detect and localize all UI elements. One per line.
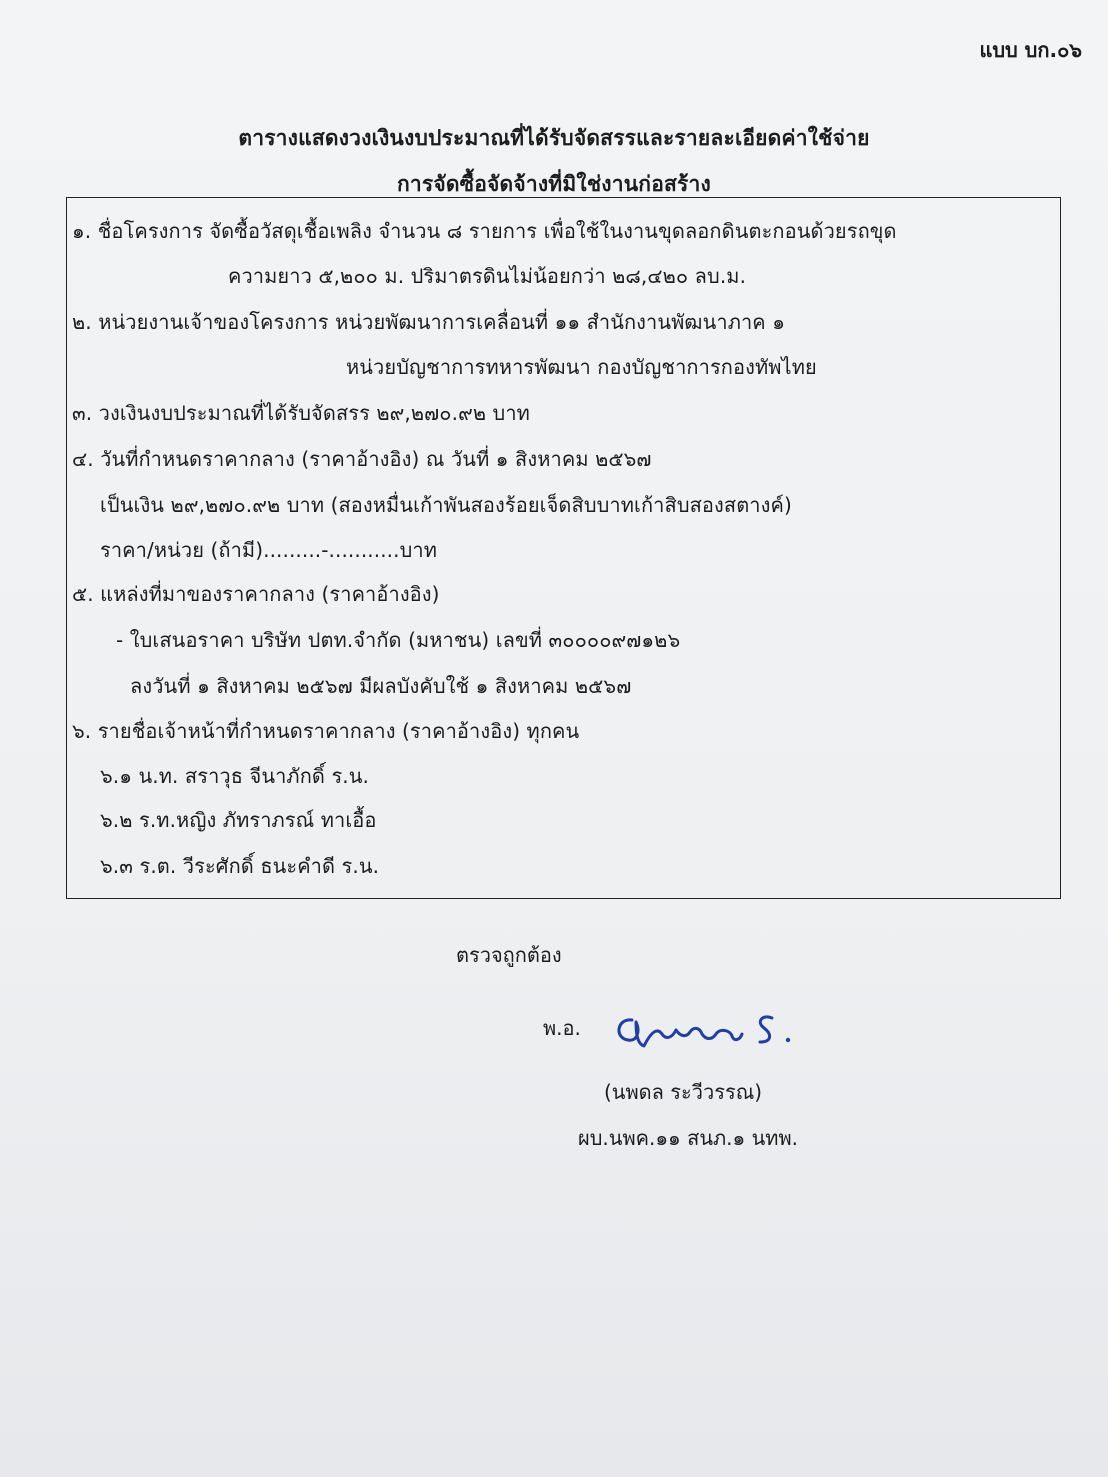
item6-2: ๖.๒ ร.ท.หญิง ภัทราภรณ์ ทาเอื้อ [100, 808, 377, 832]
signer-position: ผบ.นพค.๑๑ สนภ.๑ นทพ. [578, 1126, 798, 1150]
item6-1: ๖.๑ น.ท. สราวุธ จีนาภักดิ์ ร.น. [100, 764, 369, 788]
document-title-line2: การจัดซื้อจัดจ้างที่มิใช่งานก่อสร้าง [397, 172, 711, 196]
signature-dot [786, 1038, 790, 1042]
item6-line1: ๖. รายชื่อเจ้าหน้าที่กำหนดราคากลาง (ราคาอ้างอิง) ทุกคน [72, 719, 580, 743]
item1-line2: ความยาว ๕,๒๐๐ ม. ปริมาตรดินไม่น้อยกว่า ๒๘,๔๒๐ ลบ.ม. [228, 264, 747, 288]
rank-label: พ.อ. [543, 1016, 581, 1040]
item2-line2: หน่วยบัญชาการทหารพัฒนา กองบัญชาการกองทัพไทย [346, 355, 817, 379]
item6-3: ๖.๓ ร.ต. วีระศักดิ์ ธนะคำดี ร.น. [100, 854, 380, 878]
document-title-line1: ตารางแสดงวงเงินงบประมาณที่ได้รับจัดสรรและรายละเอียดค่าใช้จ่าย [238, 126, 870, 150]
item4-line1: ๔. วันที่กำหนดราคากลาง (ราคาอ้างอิง) ณ วันที่ ๑ สิงหาคม ๒๕๖๗ [72, 447, 652, 471]
form-code: แบบ บก.๐๖ [979, 38, 1082, 62]
item5-line1: ๕. แหล่งที่มาของราคากลาง (ราคาอ้างอิง) [72, 582, 440, 606]
item2-line1: ๒. หน่วยงานเจ้าของโครงการ หน่วยพัฒนาการเคลื่อนที่ ๑๑ สำนักงานพัฒนาภาค ๑ [72, 310, 786, 334]
signature-initial [760, 1017, 772, 1042]
signature-stroke [619, 1020, 742, 1046]
item4-line2: เป็นเงิน ๒๙,๒๗๐.๙๒ บาท (สองหมื่นเก้าพันสองร้อยเจ็ดสิบบาทเก้าสิบสองสตางค์) [100, 493, 792, 517]
item5-line3: ลงวันที่ ๑ สิงหาคม ๒๕๖๗ มีผลบังคับใช้ ๑ สิงหาคม ๒๕๖๗ [130, 674, 632, 698]
item4-line3: ราคา/หน่วย (ถ้ามี).........-...........บาท [100, 538, 437, 562]
signer-name: (นพดล ระวีวรรณ) [604, 1080, 763, 1104]
item5-line2: - ใบเสนอราคา บริษัท ปตท.จำกัด (มหาชน) เลขที่ ๓๐๐๐๐๙๗๑๒๖ [116, 628, 681, 652]
item1-line1: ๑. ชื่อโครงการ จัดซื้อวัสดุเชื้อเพลิง จำนวน ๘ รายการ เพื่อใช้ในงานขุดลอกดินตะกอนด้วยรถขุด [72, 219, 897, 243]
handwritten-signature [612, 1000, 812, 1070]
item3: ๓. วงเงินงบประมาณที่ได้รับจัดสรร ๒๙,๒๗๐.๙๒ บาท [72, 401, 530, 425]
verified-label: ตรวจถูกต้อง [456, 943, 562, 967]
